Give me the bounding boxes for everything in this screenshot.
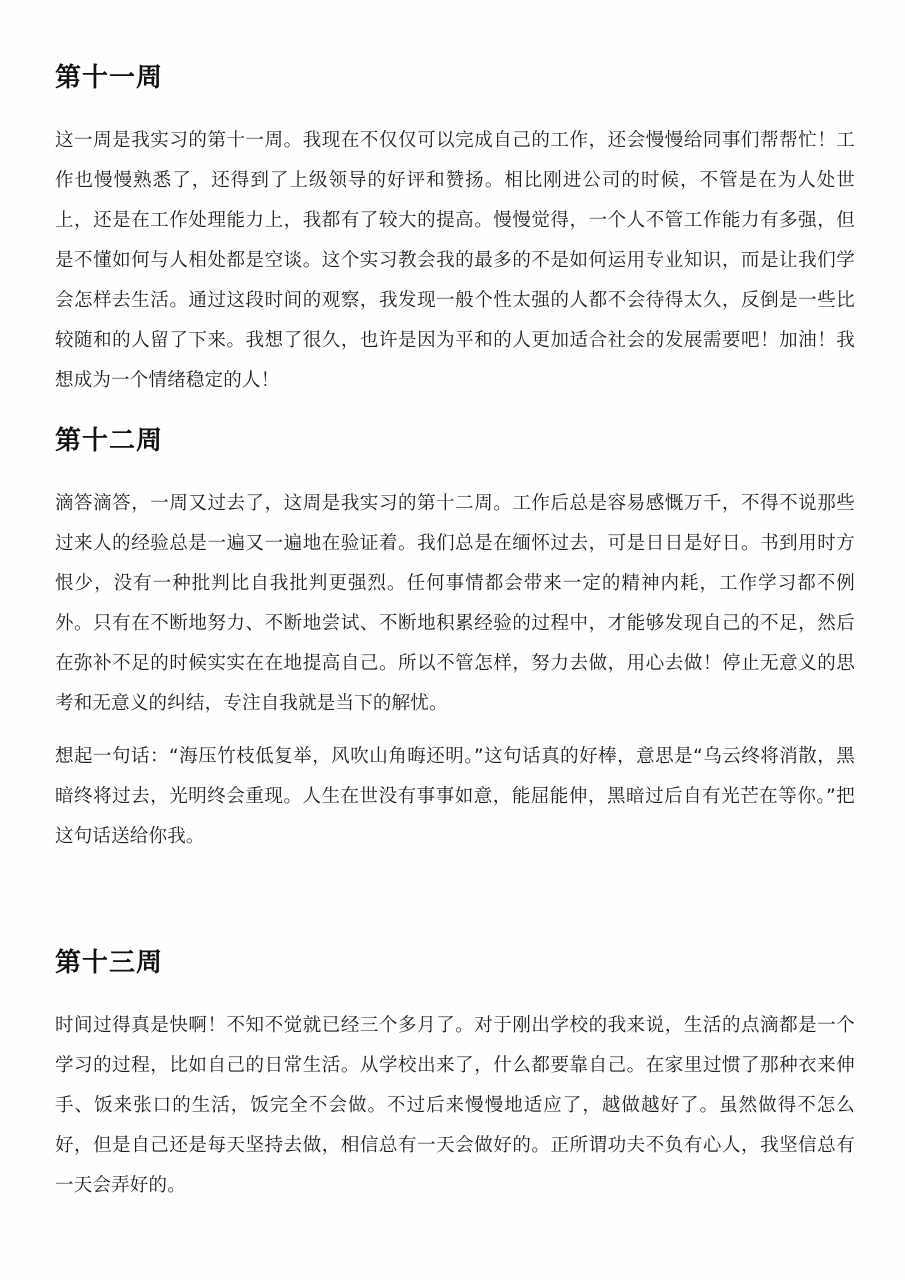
section-heading: 第十二周 — [55, 426, 164, 456]
section-paragraph: 滴答滴答，一周又过去了，这周是我实习的第十二周。工作后总是容易感慨万千，不得不说那些过来人的经验总是一遍又一遍地在验证着。我们总是在缅怀过去，可是日日是好日。书到用时方恨少，没有一种批判比自我批判更强烈。任何事情都会带来一定的精神内耗，工作学习都不例外。只有在不断地努力、不断地尝试、不断地积累经验的过程中，才能够发现自己的不足，然后在弥补不足的时候实实在在地提高自己。所以不管怎样，努力去做，用心去做！停止无意义的思考和无意义的纠结，专注自我就是当下的解忧。 — [55, 493, 855, 714]
section-heading: 第十三周 — [55, 948, 164, 978]
section-paragraph: 这一周是我实习的第十一周。我现在不仅仅可以完成自己的工作，还会慢慢给同事们帮帮忙！工作也慢慢熟悉了，还得到了上级领导的好评和赞扬。相比刚进公司的时候，不管是在为人处世上，还是在工作处理能力上，我都有了较大的提高。慢慢觉得，一个人不管工作能力有多强，但是不懂如何与人相处都是空谈。这个实习教会我的最多的不是如何运用专业知识，而是让我们学会怎样去生活。通过这段时间的观察，我发现一般个性太强的人都不会待得太久，反倒是一些比较随和的人留了下来。我想了很久，也许是因为平和的人更加适合社会的发展需要吧！加油！我想成为一个情绪稳定的人！ — [55, 130, 855, 391]
section-paragraph: 想起一句话：“海压竹枝低复举，风吹山角晦还明。”这句话真的好棒，意思是“乌云终将消散，黑暗终将过去，光明终会重现。人生在世没有事事如意，能屈能伸，黑暗过后自有光芒在等你。”把这句话送给你我。 — [55, 746, 855, 847]
section-week-12 — [55, 423, 855, 857]
section-heading: 第十一周 — [55, 63, 164, 93]
section-week-13 — [55, 945, 855, 1206]
section-paragraph: 时间过得真是快啊！不知不觉就已经三个多月了。对于刚出学校的我来说，生活的点滴都是一个学习的过程，比如自己的日常生活。从学校出来了，什么都要靠自己。在家里过惯了那种衣来伸手、饭来张口的生活，饭完全不会做。不过后来慢慢地适应了，越做越好了。虽然做得不怎么好，但是自己还是每天坚持去做，相信总有一天会做好的。正所谓功夫不负有心人，我坚信总有一天会弄好的。 — [55, 1015, 855, 1196]
section-week-11 — [55, 60, 855, 401]
